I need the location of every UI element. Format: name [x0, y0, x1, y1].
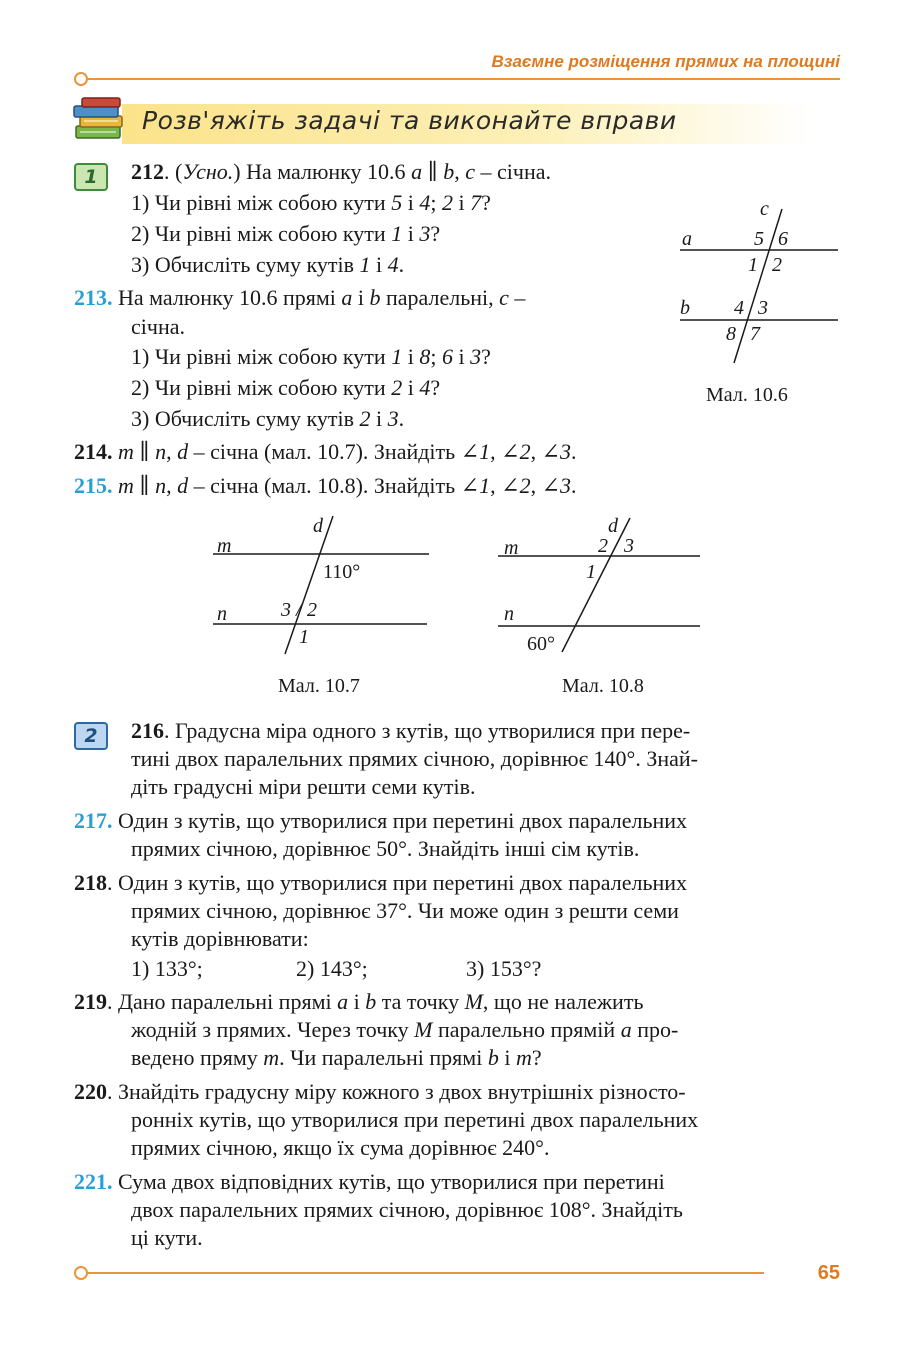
header-rule-dot	[74, 72, 88, 86]
problem-219-line3: ведено пряму m. Чи паралельні прямі b і m?	[131, 1045, 542, 1070]
problem-number: 221.	[74, 1169, 113, 1194]
problem-number: 212	[131, 159, 164, 184]
figure-10-6	[670, 195, 850, 375]
svg-text:60°: 60°	[527, 633, 555, 655]
problem-218-option3: 3) 153°?	[466, 956, 542, 981]
problem-218-line3: кутів дорівнювати:	[131, 926, 309, 951]
svg-text:/: /	[296, 599, 302, 621]
figure-10-7-caption: Мал. 10.7	[278, 675, 360, 697]
svg-text:4: 4	[734, 297, 744, 319]
figure-10-7	[205, 510, 440, 660]
problem-213-q1: 1) Чи рівні між собою кути 1 і 8; 6 і 3?	[131, 344, 491, 369]
problem-213-q2: 2) Чи рівні між собою кути 2 і 4?	[131, 375, 441, 400]
problem-number: 218	[74, 870, 107, 895]
problem-220-line3: прямих січною, якщо їх сума дорівнює 240°.	[131, 1135, 550, 1160]
problem-221-line1: 221. Сума двох відповідних кутів, що утворилися при перетині	[74, 1169, 665, 1194]
problem-212-line1: 212. (Усно.) На малюнку 10.6 a ∥ b, c – січна.	[131, 159, 551, 184]
problem-218-option1: 1) 133°;	[131, 956, 203, 981]
svg-text:3: 3	[758, 297, 768, 319]
problem-213-line2: січна.	[131, 314, 185, 339]
svg-text:7: 7	[750, 323, 760, 345]
header-rule	[84, 78, 840, 80]
problem-212-q1: 1) Чи рівні між собою кути 5 і 4; 2 і 7?	[131, 190, 491, 215]
svg-text:2: 2	[772, 254, 782, 276]
line-d	[562, 518, 630, 652]
problem-number: 219	[74, 989, 107, 1014]
svg-text:n: n	[504, 603, 514, 625]
figure-10-8	[492, 510, 707, 660]
problem-214: 214. m ∥ n, d – січна (мал. 10.7). Знайдіть ∠1, ∠2, ∠3.	[74, 439, 577, 464]
label-a: a	[682, 228, 692, 250]
svg-text:1: 1	[586, 561, 596, 583]
svg-text:3: 3	[281, 599, 291, 621]
svg-text:/: /	[613, 535, 619, 557]
footer-rule-dot	[74, 1266, 88, 1280]
problem-number: 214.	[74, 439, 113, 464]
problem-218-option2: 2) 143°;	[296, 956, 368, 981]
level-1-badge: 1	[74, 163, 108, 191]
problem-221-line3: ці кути.	[131, 1225, 203, 1250]
problem-212-q3: 3) Обчисліть суму кутів 1 і 4.	[131, 252, 405, 277]
problem-218-line2: прямих січною, дорівнює 37°. Чи може один з решти семи	[131, 898, 679, 923]
page-number: 65	[817, 1262, 840, 1284]
svg-text:2: 2	[598, 535, 608, 557]
problem-213-q3: 3) Обчисліть суму кутів 2 і 3.	[131, 406, 405, 431]
svg-text:1: 1	[299, 626, 309, 648]
svg-text:110°: 110°	[323, 561, 361, 583]
problem-220-line1: 220. Знайдіть градусну міру кожного з двох внутрішніх різносто-	[74, 1079, 686, 1104]
svg-text:n: n	[217, 603, 227, 625]
problem-number: 215.	[74, 473, 113, 498]
problem-213-line1: 213. На малюнку 10.6 прямі a і b паралельні, c –	[74, 285, 526, 310]
svg-text:3: 3	[624, 535, 634, 557]
label-b: b	[680, 297, 690, 319]
footer-rule	[84, 1272, 764, 1274]
problem-number: 213.	[74, 285, 113, 310]
problem-219-line1: 219. Дано паралельні прямі a і b та точку M, що не належить	[74, 989, 644, 1014]
problem-212-q2: 2) Чи рівні між собою кути 1 і 3?	[131, 221, 441, 246]
label-c: c	[760, 198, 769, 220]
banner-title: Розв'яжіть задачі та виконайте вправи	[142, 106, 677, 135]
svg-text:6: 6	[778, 228, 788, 250]
svg-text:1: 1	[748, 254, 758, 276]
problem-number: 216	[131, 718, 164, 743]
problem-220-line2: ронніх кутів, що утворилися при перетині двох паралельних	[131, 1107, 699, 1132]
problem-217-line1: 217. Один з кутів, що утворилися при перетині двох паралельних	[74, 808, 688, 833]
chapter-title: Взаємне розміщення прямих на площині	[491, 52, 840, 71]
problem-number: 220	[74, 1079, 107, 1104]
level-2-badge: 2	[74, 722, 108, 750]
line-d	[285, 516, 333, 654]
figure-10-6-caption: Мал. 10.6	[706, 384, 788, 406]
problem-216-line1: 216. Градусна міра одного з кутів, що утворилися при пере-	[131, 718, 691, 743]
problem-217-line2: прямих січною, дорівнює 50°. Знайдіть інші сім кутів.	[131, 836, 640, 861]
problem-216-line3: діть градусні міри решти семи кутів.	[131, 774, 476, 799]
svg-text:d: d	[608, 515, 618, 537]
figure-10-8-caption: Мал. 10.8	[562, 675, 644, 697]
svg-text:m: m	[217, 535, 232, 557]
svg-text:5: 5	[754, 228, 764, 250]
svg-text:d: d	[313, 515, 323, 537]
svg-text:m: m	[504, 537, 519, 559]
problem-216-line2: тині двох паралельних прямих січною, дорівнює 140°. Знай-	[131, 746, 698, 771]
problem-221-line2: двох паралельних прямих січною, дорівнює 108°. Знайдіть	[131, 1197, 683, 1222]
svg-text:8: 8	[726, 323, 736, 345]
problem-215: 215. m ∥ n, d – січна (мал. 10.8). Знайдіть ∠1, ∠2, ∠3.	[74, 473, 577, 498]
problem-219-line2: жодній з прямих. Через точку M паралельно прямій a про-	[131, 1017, 679, 1042]
problem-218-line1: 218. Один з кутів, що утворилися при перетині двох паралельних	[74, 870, 688, 895]
books-icon	[72, 96, 128, 144]
problem-number: 217.	[74, 808, 113, 833]
svg-text:2: 2	[307, 599, 317, 621]
